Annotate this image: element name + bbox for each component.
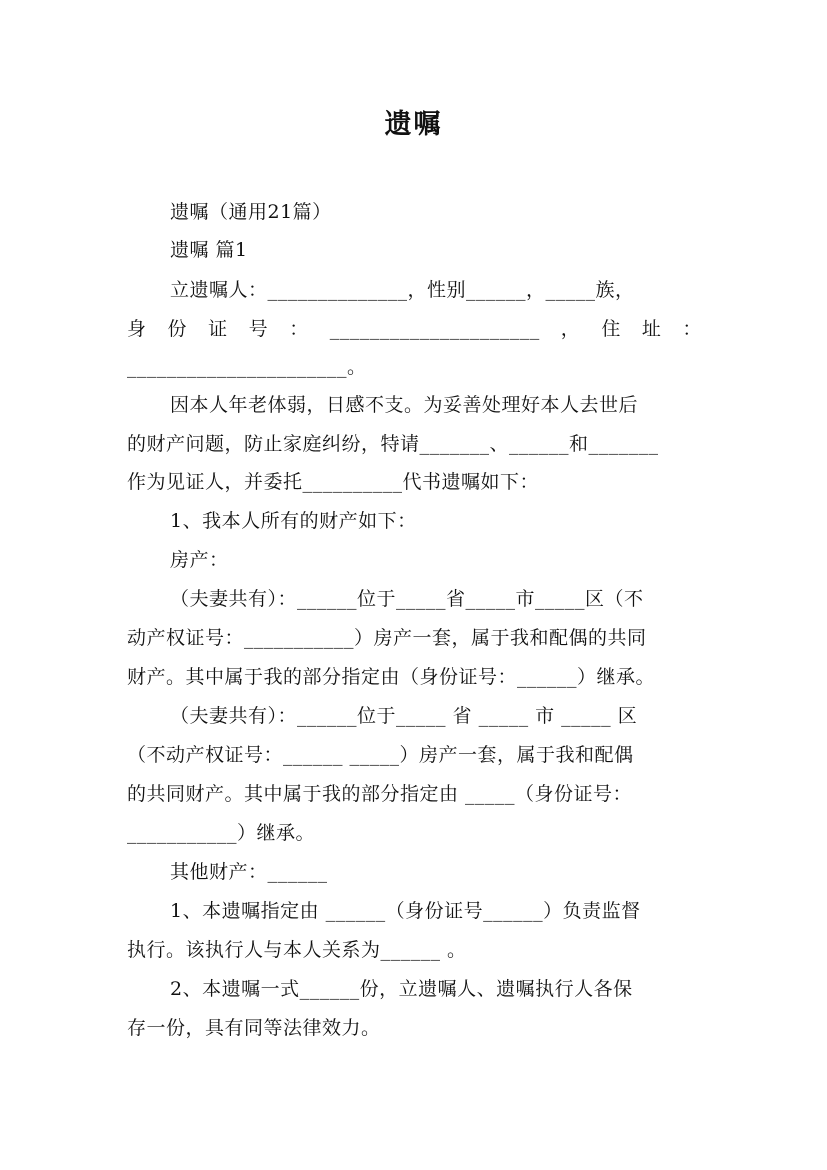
paragraph-line: 的财产问题，防止家庭纠纷，特请_______、______和_______ [127, 433, 659, 455]
text-segment: ： [289, 318, 309, 340]
blank-line: _____________________ [329, 318, 540, 340]
text-segment: ， [560, 318, 581, 340]
paragraph-line: 存一份，具有同等法律效力。 [127, 1017, 381, 1039]
text-segment: 号 [248, 318, 269, 340]
property-line: ___________）继承。 [127, 822, 316, 844]
numbered-item: 1、我本人所有的财产如下： [170, 510, 417, 532]
numbered-item: 1、本遗嘱指定由 ______（身份证号______）负责监督 [170, 900, 641, 922]
subtitle-line: 遗嘱（通用21篇） [170, 201, 332, 223]
text-segment: 份 [167, 318, 188, 340]
text-segment: 身 [127, 318, 147, 340]
property-line: 财产。其中属于我的部分指定由（身份证号：______）继承。 [127, 666, 656, 688]
numbered-item: 2、本遗嘱一式______份，立遗嘱人、遗嘱执行人各保 [170, 978, 633, 1000]
address-blank-line: ______________________。 [127, 356, 367, 378]
text-segment: ： [682, 318, 702, 340]
section-heading: 遗嘱 篇1 [170, 239, 248, 261]
subheading-line: 房产： [170, 549, 229, 571]
document-title: 遗嘱 [384, 109, 443, 140]
paragraph-line: 执行。该执行人与本人关系为______ 。 [127, 939, 467, 961]
id-address-line [127, 316, 702, 342]
property-line: （夫妻共有）：______位于_____ 省 _____ 市 _____ 区 [170, 705, 638, 727]
property-line: （夫妻共有）：______位于_____省_____市_____区（不 [170, 588, 644, 610]
property-line: 的共同财产。其中属于我的部分指定由 _____（身份证号： [127, 783, 633, 805]
property-line: （不动产权证号：______ _____）房产一套，属于我和配偶 [127, 744, 634, 766]
other-property-line: 其他财产：______ [170, 861, 328, 883]
property-line: 动产权证号：___________）房产一套，属于我和配偶的共同 [127, 627, 647, 649]
text-segment: 住 [601, 318, 621, 340]
paragraph-line: 作为见证人，并委托__________代书遗嘱如下： [127, 471, 540, 493]
text-segment: 证 [208, 318, 228, 340]
text-segment: 址 [641, 318, 662, 340]
paragraph-line: 因本人年老体弱，日感不支。为妥善处理好本人去世后 [170, 394, 639, 416]
testator-line: 立遗嘱人：______________，性别______，_____族， [170, 279, 635, 301]
